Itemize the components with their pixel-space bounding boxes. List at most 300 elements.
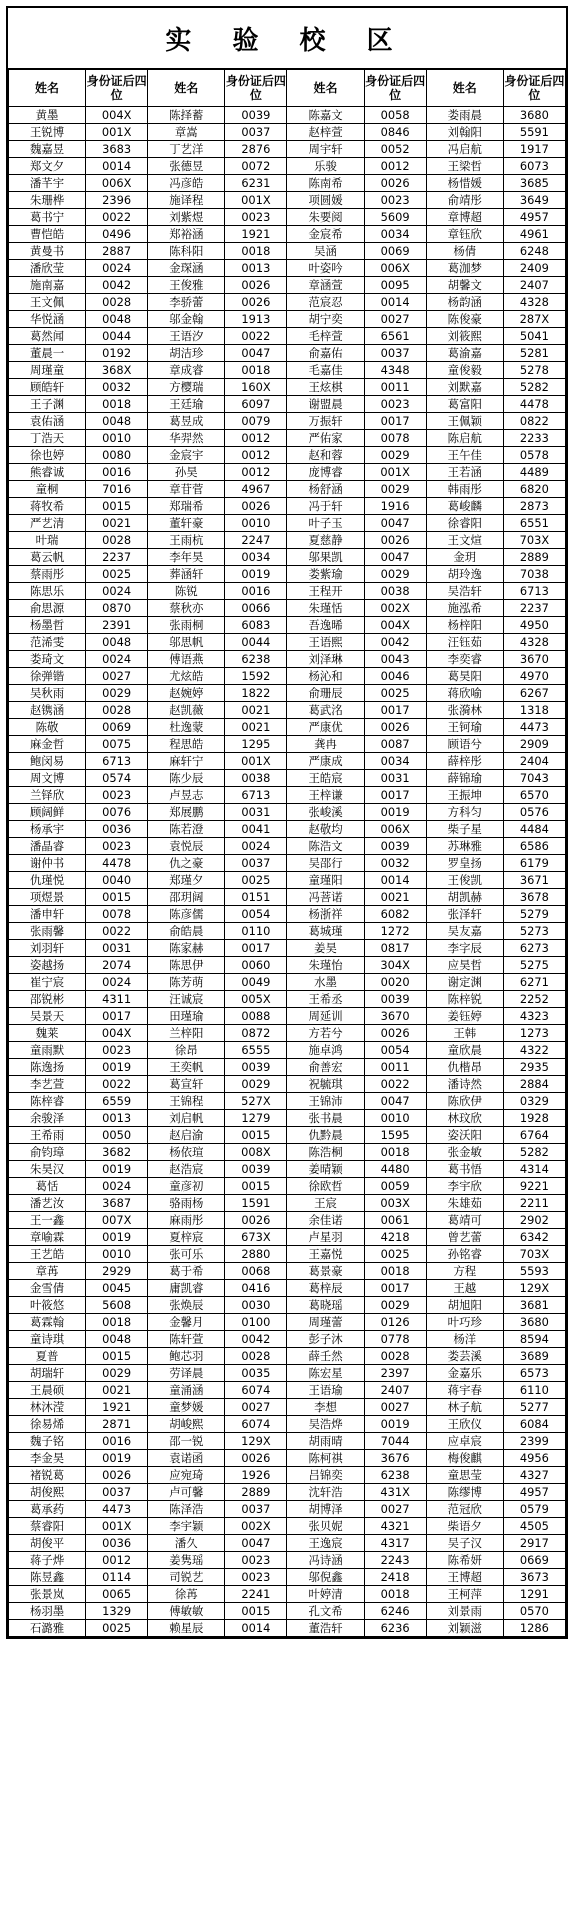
student-name-cell: 陈思乐 (9, 583, 86, 600)
student-name-cell: 谢定渊 (426, 974, 503, 991)
student-name-cell: 施泓希 (426, 600, 503, 617)
id-suffix-cell: 0192 (86, 345, 148, 362)
id-suffix-cell: 0052 (364, 141, 426, 158)
id-suffix-cell: 0041 (225, 821, 287, 838)
student-name-cell: 杨羽墨 (9, 1603, 86, 1620)
id-suffix-cell: 6342 (503, 1229, 565, 1246)
id-suffix-cell: 2396 (86, 192, 148, 209)
student-name-cell: 陈昱鑫 (9, 1569, 86, 1586)
student-name-cell: 杨惜媛 (426, 175, 503, 192)
id-suffix-cell: 6074 (225, 1416, 287, 1433)
id-suffix-cell: 703X (503, 1246, 565, 1263)
id-suffix-cell: 0021 (225, 719, 287, 736)
student-name-cell: 张书晨 (287, 1110, 364, 1127)
student-name-cell: 施译程 (148, 192, 225, 209)
student-name-cell: 华悦涵 (9, 311, 86, 328)
student-name-cell: 严佑家 (287, 430, 364, 447)
student-name-cell: 胡俊平 (9, 1535, 86, 1552)
id-suffix-cell: 0026 (364, 719, 426, 736)
student-name-cell: 魏嘉昱 (9, 141, 86, 158)
id-suffix-cell: 2880 (225, 1246, 287, 1263)
id-suffix-cell: 7043 (503, 770, 565, 787)
student-name-cell: 麻轩宁 (148, 753, 225, 770)
student-name-cell: 童欣晨 (426, 1042, 503, 1059)
student-name-cell: 刘筱熙 (426, 328, 503, 345)
header-id-2: 身份证后四位 (225, 70, 287, 107)
id-suffix-cell: 001X (364, 464, 426, 481)
id-suffix-cell: 0021 (86, 515, 148, 532)
student-name-cell: 崔宁宸 (9, 974, 86, 991)
table-row (9, 226, 566, 243)
id-suffix-cell: 0029 (364, 447, 426, 464)
id-suffix-cell: 0019 (86, 1161, 148, 1178)
student-name-cell: 刘启帆 (148, 1110, 225, 1127)
id-suffix-cell: 3680 (503, 1314, 565, 1331)
id-suffix-cell: 0048 (86, 311, 148, 328)
student-name-cell: 张贝妮 (287, 1518, 364, 1535)
table-row (9, 498, 566, 515)
student-name-cell: 胡馨文 (426, 277, 503, 294)
id-suffix-cell: 0017 (364, 413, 426, 430)
student-name-cell: 章钰欣 (426, 226, 503, 243)
id-suffix-cell: 0015 (225, 1603, 287, 1620)
id-suffix-cell: 0018 (364, 1586, 426, 1603)
student-name-cell: 叶子玉 (287, 515, 364, 532)
student-name-cell: 李字辰 (426, 940, 503, 957)
student-name-cell: 陈泽浩 (148, 1501, 225, 1518)
student-name-cell: 王语汐 (148, 328, 225, 345)
student-name-cell: 蔡睿阳 (9, 1518, 86, 1535)
student-name-cell: 朱珊桦 (9, 192, 86, 209)
id-suffix-cell: 0022 (86, 209, 148, 226)
table-row (9, 821, 566, 838)
student-name-cell: 金琛涵 (148, 260, 225, 277)
student-name-cell: 陈少辰 (148, 770, 225, 787)
student-name-cell: 葛恬 (9, 1178, 86, 1195)
id-suffix-cell: 0014 (364, 294, 426, 311)
id-suffix-cell: 0019 (86, 1229, 148, 1246)
id-suffix-cell: 0054 (225, 906, 287, 923)
student-name-cell: 孙昊 (148, 464, 225, 481)
student-name-cell: 陈敬 (9, 719, 86, 736)
table-row (9, 1348, 566, 1365)
student-name-cell: 姜昊 (287, 940, 364, 957)
student-name-cell: 杜逸蒙 (148, 719, 225, 736)
id-suffix-cell: 1279 (225, 1110, 287, 1127)
student-name-cell: 王炫棋 (287, 379, 364, 396)
id-suffix-cell: 0015 (86, 889, 148, 906)
student-name-cell: 薛梓彤 (426, 753, 503, 770)
student-name-cell: 俞珊辰 (287, 685, 364, 702)
id-suffix-cell: 0029 (86, 1365, 148, 1382)
id-suffix-cell: 0088 (225, 1008, 287, 1025)
id-suffix-cell: 6820 (503, 481, 565, 498)
id-suffix-cell: 3670 (503, 651, 565, 668)
student-name-cell: 林玟欣 (426, 1110, 503, 1127)
student-name-cell: 方樱瑞 (148, 379, 225, 396)
id-suffix-cell: 0031 (364, 770, 426, 787)
student-name-cell: 张景岚 (9, 1586, 86, 1603)
id-suffix-cell: 1916 (364, 498, 426, 515)
table-row (9, 1518, 566, 1535)
id-suffix-cell: 2241 (225, 1586, 287, 1603)
id-suffix-cell: 1295 (225, 736, 287, 753)
student-name-cell: 陈思伊 (148, 957, 225, 974)
id-suffix-cell: 0069 (364, 243, 426, 260)
student-name-cell: 张峻溪 (287, 804, 364, 821)
student-name-cell: 王子渊 (9, 396, 86, 413)
student-name-cell: 邬思帆 (148, 634, 225, 651)
student-name-cell: 劳译晨 (148, 1365, 225, 1382)
id-suffix-cell: 0026 (364, 1025, 426, 1042)
table-row (9, 396, 566, 413)
id-suffix-cell: 4322 (503, 1042, 565, 1059)
id-suffix-cell: 0016 (86, 1433, 148, 1450)
student-name-cell: 夏梓宸 (148, 1229, 225, 1246)
table-row (9, 906, 566, 923)
student-name-cell: 水墨 (287, 974, 364, 991)
id-suffix-cell: 0039 (225, 107, 287, 124)
id-suffix-cell: 0024 (225, 838, 287, 855)
id-suffix-cell: 4957 (503, 1484, 565, 1501)
id-suffix-cell: 2917 (503, 1535, 565, 1552)
student-name-cell: 杨承宇 (9, 821, 86, 838)
table-row (9, 532, 566, 549)
student-name-cell: 麻雨彤 (148, 1212, 225, 1229)
student-name-cell: 王博超 (426, 1569, 503, 1586)
table-row (9, 158, 566, 175)
student-name-cell: 王佩颖 (426, 413, 503, 430)
id-suffix-cell: 4480 (364, 1161, 426, 1178)
student-name-cell: 葛承药 (9, 1501, 86, 1518)
id-suffix-cell: 2418 (364, 1569, 426, 1586)
student-name-cell: 陈若澄 (148, 821, 225, 838)
student-name-cell: 章嵩 (148, 124, 225, 141)
id-suffix-cell: 0018 (86, 396, 148, 413)
id-suffix-cell: 0496 (86, 226, 148, 243)
table-row (9, 770, 566, 787)
id-suffix-cell: 0126 (364, 1314, 426, 1331)
student-name-cell: 夏慈静 (287, 532, 364, 549)
table-row (9, 243, 566, 260)
id-suffix-cell: 0014 (364, 872, 426, 889)
header-name-2: 姓名 (148, 70, 225, 107)
student-name-cell: 朱要阅 (287, 209, 364, 226)
id-suffix-cell: 0044 (86, 328, 148, 345)
header-name-1: 姓名 (9, 70, 86, 107)
student-name-cell: 赖星辰 (148, 1620, 225, 1637)
student-name-cell: 姜隽瑶 (148, 1552, 225, 1569)
id-suffix-cell: 0068 (225, 1263, 287, 1280)
table-row (9, 1586, 566, 1603)
student-name-cell: 冯启航 (426, 141, 503, 158)
id-suffix-cell: 0021 (86, 1382, 148, 1399)
id-suffix-cell: 0080 (86, 447, 148, 464)
student-name-cell: 蒋欣喻 (426, 685, 503, 702)
id-suffix-cell: 0034 (364, 226, 426, 243)
id-suffix-cell: 0027 (86, 668, 148, 685)
student-name-cell: 陈浩桐 (287, 1144, 364, 1161)
id-suffix-cell: 0047 (225, 1535, 287, 1552)
table-row (9, 804, 566, 821)
student-name-cell: 潘芊宇 (9, 175, 86, 192)
id-suffix-cell: 5609 (364, 209, 426, 226)
id-suffix-cell: 006X (86, 175, 148, 192)
id-suffix-cell: 0095 (364, 277, 426, 294)
id-suffix-cell: 0012 (225, 430, 287, 447)
student-name-cell: 叶瑞 (9, 532, 86, 549)
student-name-cell: 章苒 (9, 1263, 86, 1280)
student-name-cell: 陈南希 (287, 175, 364, 192)
id-suffix-cell: 6764 (503, 1127, 565, 1144)
student-name-cell: 罗皇扬 (426, 855, 503, 872)
id-suffix-cell: 0078 (364, 430, 426, 447)
student-name-cell: 刘默嘉 (426, 379, 503, 396)
student-name-cell: 周瑾蕾 (287, 1314, 364, 1331)
id-suffix-cell: 0028 (225, 1348, 287, 1365)
id-suffix-cell: 2247 (225, 532, 287, 549)
id-suffix-cell: 0022 (225, 328, 287, 345)
id-suffix-cell: 2074 (86, 957, 148, 974)
id-suffix-cell: 6236 (364, 1620, 426, 1637)
id-suffix-cell: 0026 (225, 277, 287, 294)
header-id-3: 身份证后四位 (364, 70, 426, 107)
id-suffix-cell: 0026 (225, 1450, 287, 1467)
table-row (9, 328, 566, 345)
student-name-cell: 潘久 (148, 1535, 225, 1552)
id-suffix-cell: 368X (86, 362, 148, 379)
id-suffix-cell: 0037 (364, 345, 426, 362)
id-suffix-cell: 7016 (86, 481, 148, 498)
student-name-cell: 童思莹 (426, 1467, 503, 1484)
student-name-cell: 张焕辰 (148, 1297, 225, 1314)
id-suffix-cell: 0022 (364, 1076, 426, 1093)
student-name-cell: 胡凯赫 (426, 889, 503, 906)
student-name-cell: 陈梓锐 (426, 991, 503, 1008)
student-name-cell: 吴秋雨 (9, 685, 86, 702)
id-suffix-cell: 001X (225, 192, 287, 209)
id-suffix-cell: 2902 (503, 1212, 565, 1229)
id-suffix-cell: 2884 (503, 1076, 565, 1093)
id-suffix-cell: 2889 (225, 1484, 287, 1501)
student-name-cell: 卢可馨 (148, 1484, 225, 1501)
student-name-cell: 蔡秋亦 (148, 600, 225, 617)
table-row (9, 1416, 566, 1433)
table-row (9, 1297, 566, 1314)
id-suffix-cell: 008X (225, 1144, 287, 1161)
student-name-cell: 陈嘉文 (287, 107, 364, 124)
id-suffix-cell: 0014 (86, 158, 148, 175)
id-suffix-cell: 287X (503, 311, 565, 328)
id-suffix-cell: 0021 (364, 889, 426, 906)
id-suffix-cell: 2409 (503, 260, 565, 277)
student-name-cell: 童瑾阳 (287, 872, 364, 889)
id-suffix-cell: 1822 (225, 685, 287, 702)
student-name-cell: 邵一锐 (148, 1433, 225, 1450)
table-row (9, 209, 566, 226)
id-suffix-cell: 0047 (364, 549, 426, 566)
student-name-cell: 赵浩宸 (148, 1161, 225, 1178)
student-name-cell: 章苷菅 (148, 481, 225, 498)
student-name-cell: 赵镌涵 (9, 702, 86, 719)
student-name-cell: 童涌涵 (148, 1382, 225, 1399)
student-name-cell: 吾逸晞 (287, 617, 364, 634)
student-name-cell: 童俊毅 (426, 362, 503, 379)
id-suffix-cell: 6073 (503, 158, 565, 175)
student-name-cell: 吴友嘉 (426, 923, 503, 940)
student-name-cell: 龚冉 (287, 736, 364, 753)
id-suffix-cell: 3671 (503, 872, 565, 889)
student-name-cell: 王俊雅 (148, 277, 225, 294)
student-name-cell: 梅俊麒 (426, 1450, 503, 1467)
student-name-cell: 章成睿 (148, 362, 225, 379)
id-suffix-cell: 0047 (364, 1093, 426, 1110)
id-suffix-cell: 001X (86, 124, 148, 141)
student-name-cell: 王欣仪 (426, 1416, 503, 1433)
id-suffix-cell: 0778 (364, 1331, 426, 1348)
student-name-cell: 胡雨晴 (287, 1433, 364, 1450)
student-name-cell: 王一鑫 (9, 1212, 86, 1229)
table-row (9, 617, 566, 634)
student-name-cell: 黄曼书 (9, 243, 86, 260)
student-name-cell: 程思皓 (148, 736, 225, 753)
id-suffix-cell: 0066 (225, 600, 287, 617)
student-name-cell: 王柯萍 (426, 1586, 503, 1603)
id-suffix-cell: 002X (225, 1518, 287, 1535)
id-suffix-cell: 2935 (503, 1059, 565, 1076)
student-name-cell: 陈择蓄 (148, 107, 225, 124)
student-name-cell: 徐易烯 (9, 1416, 86, 1433)
id-suffix-cell: 0029 (364, 481, 426, 498)
student-name-cell: 严康优 (287, 719, 364, 736)
student-name-cell: 朱瑾怡 (287, 957, 364, 974)
student-name-cell: 姿沃阳 (426, 1127, 503, 1144)
id-suffix-cell: 0017 (225, 940, 287, 957)
id-suffix-cell: 0029 (364, 566, 426, 583)
id-suffix-cell: 2391 (86, 617, 148, 634)
student-name-cell: 尤炫皓 (148, 668, 225, 685)
table-row (9, 685, 566, 702)
student-name-cell: 陈浩文 (287, 838, 364, 855)
id-suffix-cell: 0012 (86, 1552, 148, 1569)
student-name-cell: 林沐滢 (9, 1399, 86, 1416)
id-suffix-cell: 6248 (503, 243, 565, 260)
student-name-cell: 余佳诺 (287, 1212, 364, 1229)
id-suffix-cell: 0018 (225, 243, 287, 260)
student-name-cell: 葛书宁 (9, 209, 86, 226)
student-name-cell: 吴景天 (9, 1008, 86, 1025)
table-row (9, 413, 566, 430)
student-name-cell: 姜钰婷 (426, 1008, 503, 1025)
id-suffix-cell: 0037 (225, 124, 287, 141)
id-suffix-cell: 673X (225, 1229, 287, 1246)
id-suffix-cell: 0038 (225, 770, 287, 787)
student-name-cell: 王宸 (287, 1195, 364, 1212)
id-suffix-cell: 1917 (503, 141, 565, 158)
student-name-cell: 余骏泽 (9, 1110, 86, 1127)
id-suffix-cell: 0846 (364, 124, 426, 141)
student-name-cell: 胡峻熙 (148, 1416, 225, 1433)
student-name-cell: 葛富阳 (426, 396, 503, 413)
student-name-cell: 章涵萱 (287, 277, 364, 294)
student-name-cell: 施卓鸿 (287, 1042, 364, 1059)
student-name-cell: 陈缪博 (426, 1484, 503, 1501)
id-suffix-cell: 1318 (503, 702, 565, 719)
id-suffix-cell: 0040 (86, 872, 148, 889)
student-name-cell: 陈希妍 (426, 1552, 503, 1569)
table-row (9, 1280, 566, 1297)
id-suffix-cell: 4950 (503, 617, 565, 634)
student-name-cell: 陈启航 (426, 430, 503, 447)
id-suffix-cell: 0044 (225, 634, 287, 651)
table-row (9, 583, 566, 600)
student-name-cell: 葛昱成 (148, 413, 225, 430)
student-name-cell: 李骄蕾 (148, 294, 225, 311)
student-name-cell: 袁悦辰 (148, 838, 225, 855)
student-name-cell: 陈科阳 (148, 243, 225, 260)
id-suffix-cell: 004X (86, 1025, 148, 1042)
id-suffix-cell: 007X (86, 1212, 148, 1229)
id-suffix-cell: 4957 (503, 209, 565, 226)
id-suffix-cell: 0042 (364, 634, 426, 651)
id-suffix-cell: 0076 (86, 804, 148, 821)
student-name-cell: 陈轩萱 (148, 1331, 225, 1348)
student-name-cell: 王梓谦 (287, 787, 364, 804)
student-name-cell: 邬金翰 (148, 311, 225, 328)
id-suffix-cell: 4961 (503, 226, 565, 243)
id-suffix-cell: 0029 (364, 1297, 426, 1314)
student-name-cell: 胡宁奕 (287, 311, 364, 328)
id-suffix-cell: 002X (364, 600, 426, 617)
id-suffix-cell: 0046 (364, 668, 426, 685)
student-name-cell: 潘艺汝 (9, 1195, 86, 1212)
student-name-cell: 葛靖可 (426, 1212, 503, 1229)
student-name-cell: 刘景雨 (426, 1603, 503, 1620)
table-row (9, 1552, 566, 1569)
id-suffix-cell: 0026 (364, 532, 426, 549)
id-suffix-cell: 0038 (364, 583, 426, 600)
student-name-cell: 冯彦皓 (148, 175, 225, 192)
id-suffix-cell: 304X (364, 957, 426, 974)
id-suffix-cell: 6559 (86, 1093, 148, 1110)
student-name-cell: 李奕睿 (426, 651, 503, 668)
id-suffix-cell: 5279 (503, 906, 565, 923)
student-name-cell: 周延训 (287, 1008, 364, 1025)
id-suffix-cell: 4956 (503, 1450, 565, 1467)
student-name-cell: 范冠欣 (426, 1501, 503, 1518)
table-row (9, 464, 566, 481)
id-suffix-cell: 0028 (364, 1348, 426, 1365)
student-name-cell: 葛景豪 (287, 1263, 364, 1280)
id-suffix-cell: 0822 (503, 413, 565, 430)
id-suffix-cell: 0032 (86, 379, 148, 396)
student-name-cell: 孙铭睿 (426, 1246, 503, 1263)
table-row (9, 753, 566, 770)
id-suffix-cell: 129X (503, 1280, 565, 1297)
id-suffix-cell: 2407 (364, 1382, 426, 1399)
student-name-cell: 徐也婷 (9, 447, 86, 464)
id-suffix-cell: 0037 (225, 1501, 287, 1518)
id-suffix-cell: 0022 (86, 1076, 148, 1093)
id-suffix-cell: 6555 (225, 1042, 287, 1059)
student-name-cell: 杨墨哲 (9, 617, 86, 634)
header-name-3: 姓名 (287, 70, 364, 107)
table-row (9, 1093, 566, 1110)
id-suffix-cell: 6551 (503, 515, 565, 532)
id-suffix-cell: 2404 (503, 753, 565, 770)
student-name-cell: 吴浩轩 (426, 583, 503, 600)
table-row (9, 311, 566, 328)
